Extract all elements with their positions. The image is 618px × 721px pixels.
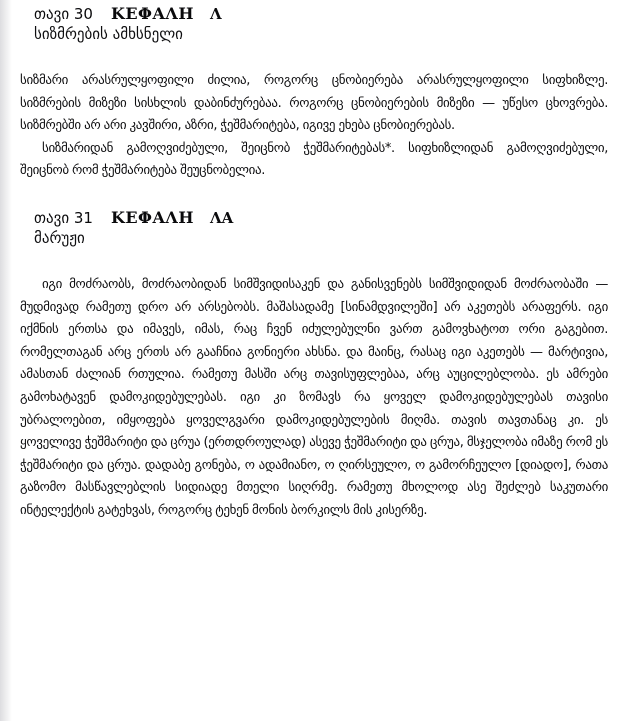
paragraph: სიზმარიდან გამოღვიძებული, შეიცნობ ჭეშმარიტებას*. სიფხიზლიდან გამოღვიძებული, შეიცნობ რომ ჭეშმარიტება შეუცნობელია.: [20, 140, 608, 179]
chapter-30-body: [20, 70, 608, 183]
chapter-heading: [34, 208, 608, 228]
chapter-title: მარუჟი: [34, 228, 85, 247]
paragraph: იგი მოძრაობს, მოძრაობიდან სიმშვიდისაკენ და განისვენებს სიმშვიდიდან მოძრაობაში — მუდმივად რამეთუ დრო არ არსებობს. მაშასადამე [სინამდვილეში] არ აკეთებს არაფერს. იგი იქმნის ერთსა და იმავეს, იმას, რაც ჩვენ იძულებულნი ვართ გამოვხატოთ ორი გაგებით. რომელთაგან არც ერთს არ გააჩნია გონიერი ახსნა. და მაინც, რასაც იგი აკეთებს — მარტივია, ამასთან ძალიან რთულია. რამეთუ მასში არც თავისუფლებაა, არც აუცილებლობა. ეს ამრები გამოხატავენ დამოკიდებულებას. იგი კი ზომავს რა ყოველ დამოკიდებულებას თავისი უბრალოებით, იმყოფება ყოველგვარი დამოკიდებულების მიღმა. თავის თავთანაც კი. ეს ყოველივე ჭეშმარიტი და ცრუა (ერთდროულად) ასევე ჭეშმარიტი და ცრუა, მსჯელობა იმაზე რომ ეს ჭეშმარიტი და ცრუა. დადაბე გონება, ო ადამიანო, ო ღირსეულო, ო გამორჩეულო [დიადო], რათა გაზომო მასწავლებლის სიდიადე მთელი სიღრმე. რამეთუ მხოლოდ ასე შეძლებ საკუთარი ინტელექტის გატეხვას, როგორც ტეხენ მონის ბორკილს მის კისერზე.: [20, 276, 608, 518]
paragraph: სიზმარი არასრულყოფილი ძილია, როგორც ცნობიერება არასრულყოფილი სიფხიზლე. სიზმრების მიზეზი სისხლის დაბინძურებაა. როგორც ცნობიერების მიზეზი — უწესო ცხოვრება. სიზმრებში არ არი კავშირი, აზრი, ჭეშმარიტება, იგივე ეხება ცნობიერებას.: [20, 73, 608, 134]
chapter-greek-number: ΛΑ: [209, 208, 234, 227]
chapter-heading: [34, 4, 608, 24]
chapter-number: თავი 31: [34, 208, 93, 227]
chapter-title: სიზმრების ამხსნელი: [34, 25, 183, 43]
chapter-greek-heading: ΚΕΦΑΛΗ: [110, 4, 194, 23]
chapter-number: თავი 30: [34, 5, 93, 23]
chapter-30: [34, 4, 608, 44]
chapter-greek-heading: ΚΕΦΑΛΗ: [110, 207, 194, 227]
chapter-31-body: [20, 274, 608, 523]
chapter-31: [34, 208, 608, 248]
chapter-greek-number: Λ: [209, 5, 222, 23]
